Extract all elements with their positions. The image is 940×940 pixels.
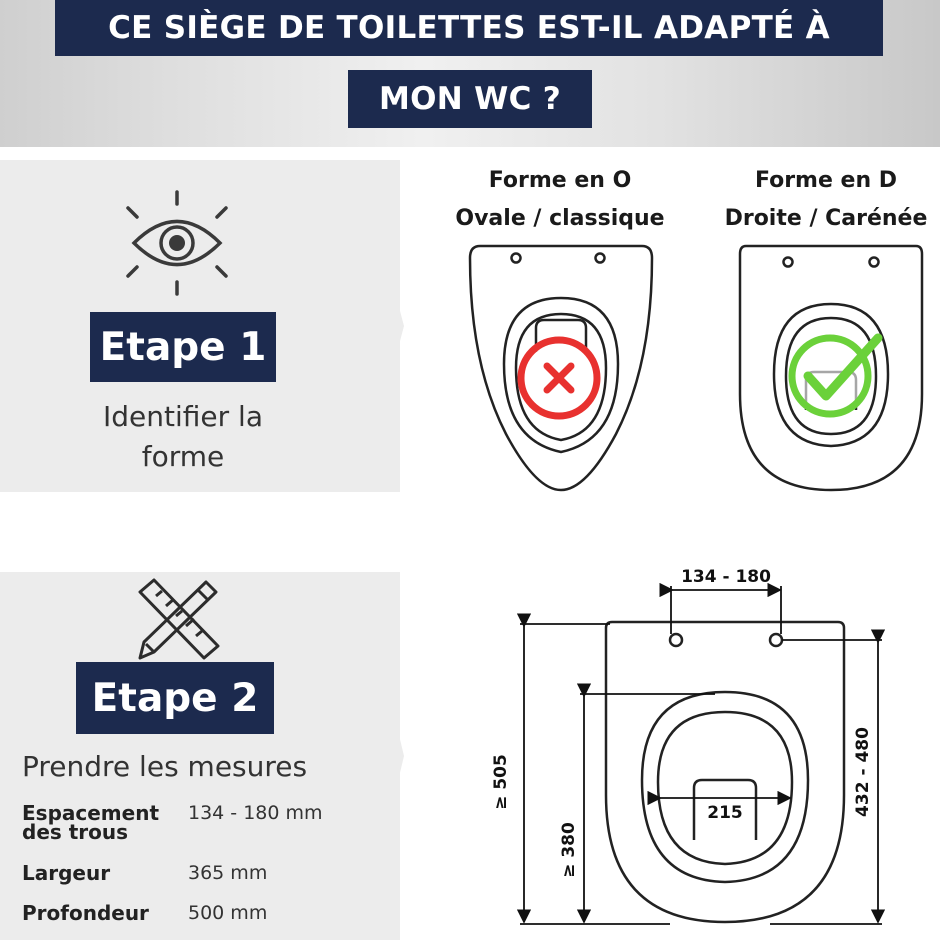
o-shape-title: Forme en O <box>488 168 632 193</box>
step1-arrow-shape <box>340 160 410 492</box>
spec-label-profondeur: Profondeur <box>22 901 149 925</box>
hinge-hole-left <box>670 634 682 646</box>
step1-caption-line2: forme <box>141 440 225 473</box>
dim-inner-width: 215 <box>707 803 743 823</box>
step2-caption: Prendre les mesures <box>22 750 308 783</box>
spec-value-largeur: 365 mm <box>188 862 268 884</box>
page-title-line1: CE SIÈGE DE TOILETTES EST-IL ADAPTÉ À <box>55 0 883 56</box>
spec-label-espacement: Espacement <box>22 801 160 825</box>
d-shape-title: Forme en D <box>754 168 898 193</box>
spec-value-espacement: 134 - 180 mm <box>188 802 323 824</box>
seat-ring-outer <box>642 692 808 882</box>
red-cross-icon <box>515 334 603 422</box>
step1-label: Etape 1 <box>90 312 276 382</box>
dim-total-depth: ≥ 505 <box>491 754 511 810</box>
green-check-icon <box>786 330 886 420</box>
d-shape-subtitle: Droite / Carénée <box>724 206 928 231</box>
seat-ring-inner <box>658 712 792 864</box>
dim-hole-spacing: 134 - 180 <box>681 567 771 587</box>
o-shape-subtitle: Ovale / classique <box>455 206 665 231</box>
spec-label-largeur: Largeur <box>22 861 111 885</box>
hinge-hole-right <box>770 634 782 646</box>
step2-arrow-shape <box>340 572 410 940</box>
dim-hole-to-bowl: ≥ 380 <box>559 822 579 878</box>
step2-label: Etape 2 <box>76 662 274 734</box>
eye-icon <box>122 188 232 298</box>
ruler-pencil-icon <box>132 578 222 662</box>
dimension-diagram <box>470 550 910 935</box>
spec-value-profondeur: 500 mm <box>188 902 268 924</box>
spec-label-espacement-line2: des trous <box>22 820 129 844</box>
page-title-line2: MON WC ? <box>348 70 592 128</box>
dim-seat-length: 432 - 480 <box>853 727 873 817</box>
step1-caption-line1: Identifier la <box>103 400 263 433</box>
